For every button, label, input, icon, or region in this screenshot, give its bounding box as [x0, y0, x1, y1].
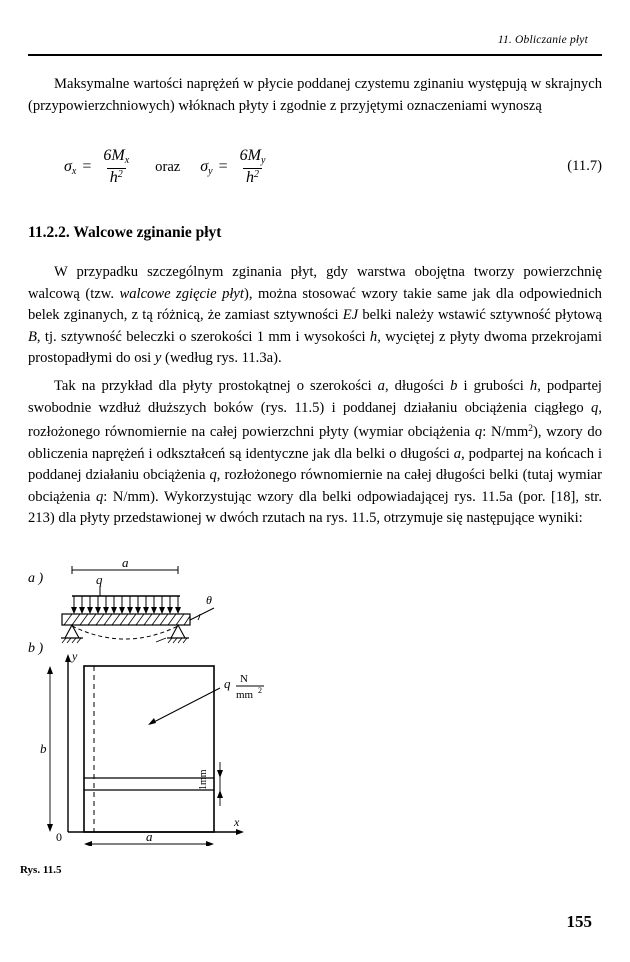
figure-load-q-top: q	[96, 572, 103, 587]
fraction-x-numerator: $6M_x$	[103, 147, 130, 166]
figure-11-5	[28, 556, 328, 846]
equals-sign-y: =	[218, 158, 228, 176]
figure-load-q-side: q	[224, 676, 231, 691]
formula-expression	[64, 148, 271, 186]
sigma-x-symbol: $\sigma_x$	[64, 157, 77, 177]
figure-load-unit-den: mm	[236, 689, 254, 701]
figure-dim-b: b	[40, 741, 47, 756]
figure-label-b: b )	[28, 641, 44, 656]
figure-axis-x: x	[234, 815, 240, 829]
page-number: 155	[566, 912, 592, 931]
fraction-y-denominator: $h^2$	[243, 168, 262, 187]
header-divider	[28, 54, 602, 56]
paragraph-3-text: Tak na przykład dla płyty prostokątnej o szerokości a, długości b i grubości h, podpartej swobodnie wzdłuż dłuższych boków (rys. 11.5) i poddanej działaniu obciążenia ciągłego q, rozłożonego równomiernie na całej powierzchni płyty (wymiar obciążenia q: $N/mm^2$), wzory do obliczenia naprężeń i odkształceń są identyczne jak dla belki o długości a, podpartej na końcach i poddanej działaniu obciążenia q, rozłożonego równomiernie na całej długości belki (tutaj wymiar obciążenia q: N/mm). Wykorzystując wzory dla belki odpowiadającej rys. 11.5a (por. [18], str. 213) dla płyty przedstawionej w dwóch rzutach na rys. 11.5, otrzymuje się następujące wyniki:	[28, 378, 602, 526]
figure-load-unit-num: N	[240, 673, 248, 685]
fraction-x-denominator: $h^2$	[107, 168, 126, 187]
figure-dim-a-top: a	[122, 556, 129, 570]
figure-drawing	[28, 556, 328, 846]
figure-theta-label: θ	[206, 593, 212, 607]
figure-origin-label: 0	[56, 830, 62, 844]
section-heading: 11.2.2. Walcowe zginanie płyt	[28, 224, 222, 241]
figure-axis-y: y	[72, 649, 78, 663]
figure-label-a: a )	[28, 571, 44, 586]
formula-11-7	[28, 148, 602, 190]
figure-strip-label: 1mm	[198, 769, 209, 790]
figure-load-unit-sup: 2	[258, 686, 262, 695]
fraction-x	[100, 148, 132, 186]
conjunction-oraz: oraz	[155, 158, 181, 175]
running-header: 11. Obliczanie płyt	[497, 34, 588, 46]
figure-caption: Rys. 11.5	[20, 864, 62, 876]
equals-sign-x: =	[82, 158, 92, 176]
paragraph-2-text: W przypadku szczególnym zginania płyt, gdy warstwa obojętna tworzy powierzchnię walcową (tzw. walcowe zgięcie płyt), można stosować wzory takie same jak dla odpowiednich belek zginanych, z tą różnicą, że zamiast sztywności EJ belki należy wstawić sztywność płytową B, tj. sztywność beleczki o szerokości 1 mm i wysokości h, wyciętej z płyty dwoma przekrojami prostopadłymi do osi y (według rys. 11.3a).	[28, 264, 602, 366]
fraction-y-numerator: $6M_y$	[239, 147, 266, 166]
paragraph-1: Maksymalne wartości naprężeń w płycie poddanej czystemu zginaniu występują w skrajnych (przypowierzchniowych) włóknach płyty i zgodnie z przyjętymi oznaczeniami wynoszą	[28, 76, 602, 114]
fraction-y	[237, 148, 269, 186]
figure-dim-a-bottom: a	[146, 829, 153, 844]
paragraph-2	[28, 262, 602, 370]
paragraph-3	[28, 376, 602, 530]
sigma-y-symbol: $\sigma_y$	[200, 157, 213, 177]
equation-number: (11.7)	[567, 158, 602, 174]
